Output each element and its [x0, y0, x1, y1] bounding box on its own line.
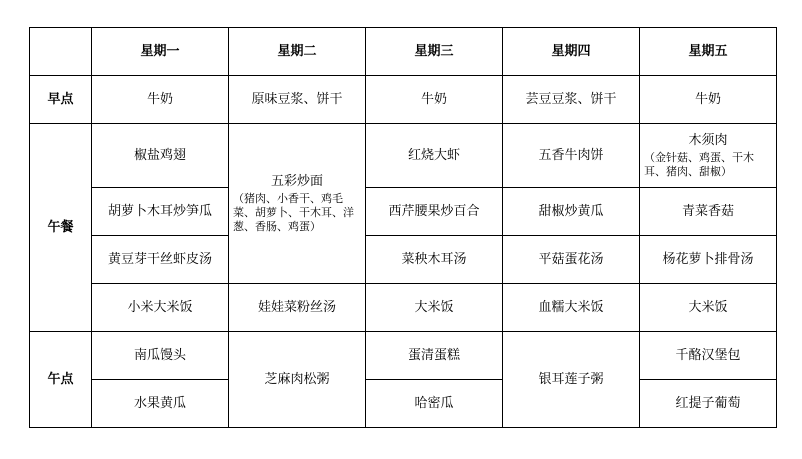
day-header-thu: 星期四 [503, 28, 640, 76]
lunch-tue-soup: 娃娃菜粉丝汤 [229, 284, 366, 332]
breakfast-mon: 牛奶 [92, 76, 229, 124]
snack-tue: 芝麻肉松粥 [229, 332, 366, 428]
lunch-wed-3: 菜秧木耳汤 [366, 236, 503, 284]
breakfast-tue: 原味豆浆、饼干 [229, 76, 366, 124]
lunch-tue-dish: 五彩炒面 [270, 173, 323, 189]
snack-row-2 [30, 380, 777, 428]
lunch-fri-3: 杨花萝卜排骨汤 [640, 236, 777, 284]
day-header-mon: 星期一 [92, 28, 229, 76]
lunch-tue-ingredients: （猪肉、小香干、鸡毛菜、胡萝卜、干木耳、洋葱、香肠、鸡蛋） [233, 191, 354, 233]
lunch-fri-4: 大米饭 [640, 284, 777, 332]
lunch-row-3 [30, 236, 777, 284]
lunch-mon-4: 小米大米饭 [92, 284, 229, 332]
lunch-mon-2: 胡萝卜木耳炒笋瓜 [92, 188, 229, 236]
breakfast-fri: 牛奶 [640, 76, 777, 124]
snack-thu: 银耳莲子粥 [503, 332, 640, 428]
lunch-row-2 [30, 188, 777, 236]
snack-mon-2: 水果黄瓜 [92, 380, 229, 428]
snack-mon-1: 南瓜馒头 [92, 332, 229, 380]
lunch-fri-1 [640, 124, 777, 188]
lunch-row-4 [30, 284, 777, 332]
lunch-fri-ingredients: （金针菇、鸡蛋、干木耳、猪肉、甜椒） [644, 150, 754, 178]
lunch-fri-dish: 木须肉 [688, 132, 728, 148]
snack-fri-2: 红提子葡萄 [640, 380, 777, 428]
meal-label-lunch: 午餐 [30, 124, 92, 332]
snack-fri-1: 千酪汉堡包 [640, 332, 777, 380]
lunch-tue-main [229, 124, 366, 284]
lunch-thu-4: 血糯大米饭 [503, 284, 640, 332]
lunch-row-1 [30, 124, 777, 188]
meal-label-snack: 午点 [30, 332, 92, 428]
lunch-thu-3: 平菇蛋花汤 [503, 236, 640, 284]
lunch-wed-4: 大米饭 [366, 284, 503, 332]
header-row [30, 28, 777, 76]
day-header-wed: 星期三 [366, 28, 503, 76]
lunch-thu-1: 五香牛肉饼 [503, 124, 640, 188]
day-header-fri: 星期五 [640, 28, 777, 76]
lunch-mon-1: 椒盐鸡翅 [92, 124, 229, 188]
lunch-wed-2: 西芹腰果炒百合 [366, 188, 503, 236]
breakfast-row [30, 76, 777, 124]
corner-cell [30, 28, 92, 76]
breakfast-wed: 牛奶 [366, 76, 503, 124]
snack-wed-1: 蛋清蛋糕 [366, 332, 503, 380]
lunch-thu-2: 甜椒炒黄瓜 [503, 188, 640, 236]
lunch-wed-1: 红烧大虾 [366, 124, 503, 188]
lunch-fri-2: 青菜香菇 [640, 188, 777, 236]
lunch-mon-3: 黄豆芽干丝虾皮汤 [92, 236, 229, 284]
day-header-tue: 星期二 [229, 28, 366, 76]
snack-wed-2: 哈密瓜 [366, 380, 503, 428]
snack-row-1 [30, 332, 777, 380]
weekly-menu-table [29, 27, 777, 428]
meal-label-breakfast: 早点 [30, 76, 92, 124]
breakfast-thu: 芸豆豆浆、饼干 [503, 76, 640, 124]
